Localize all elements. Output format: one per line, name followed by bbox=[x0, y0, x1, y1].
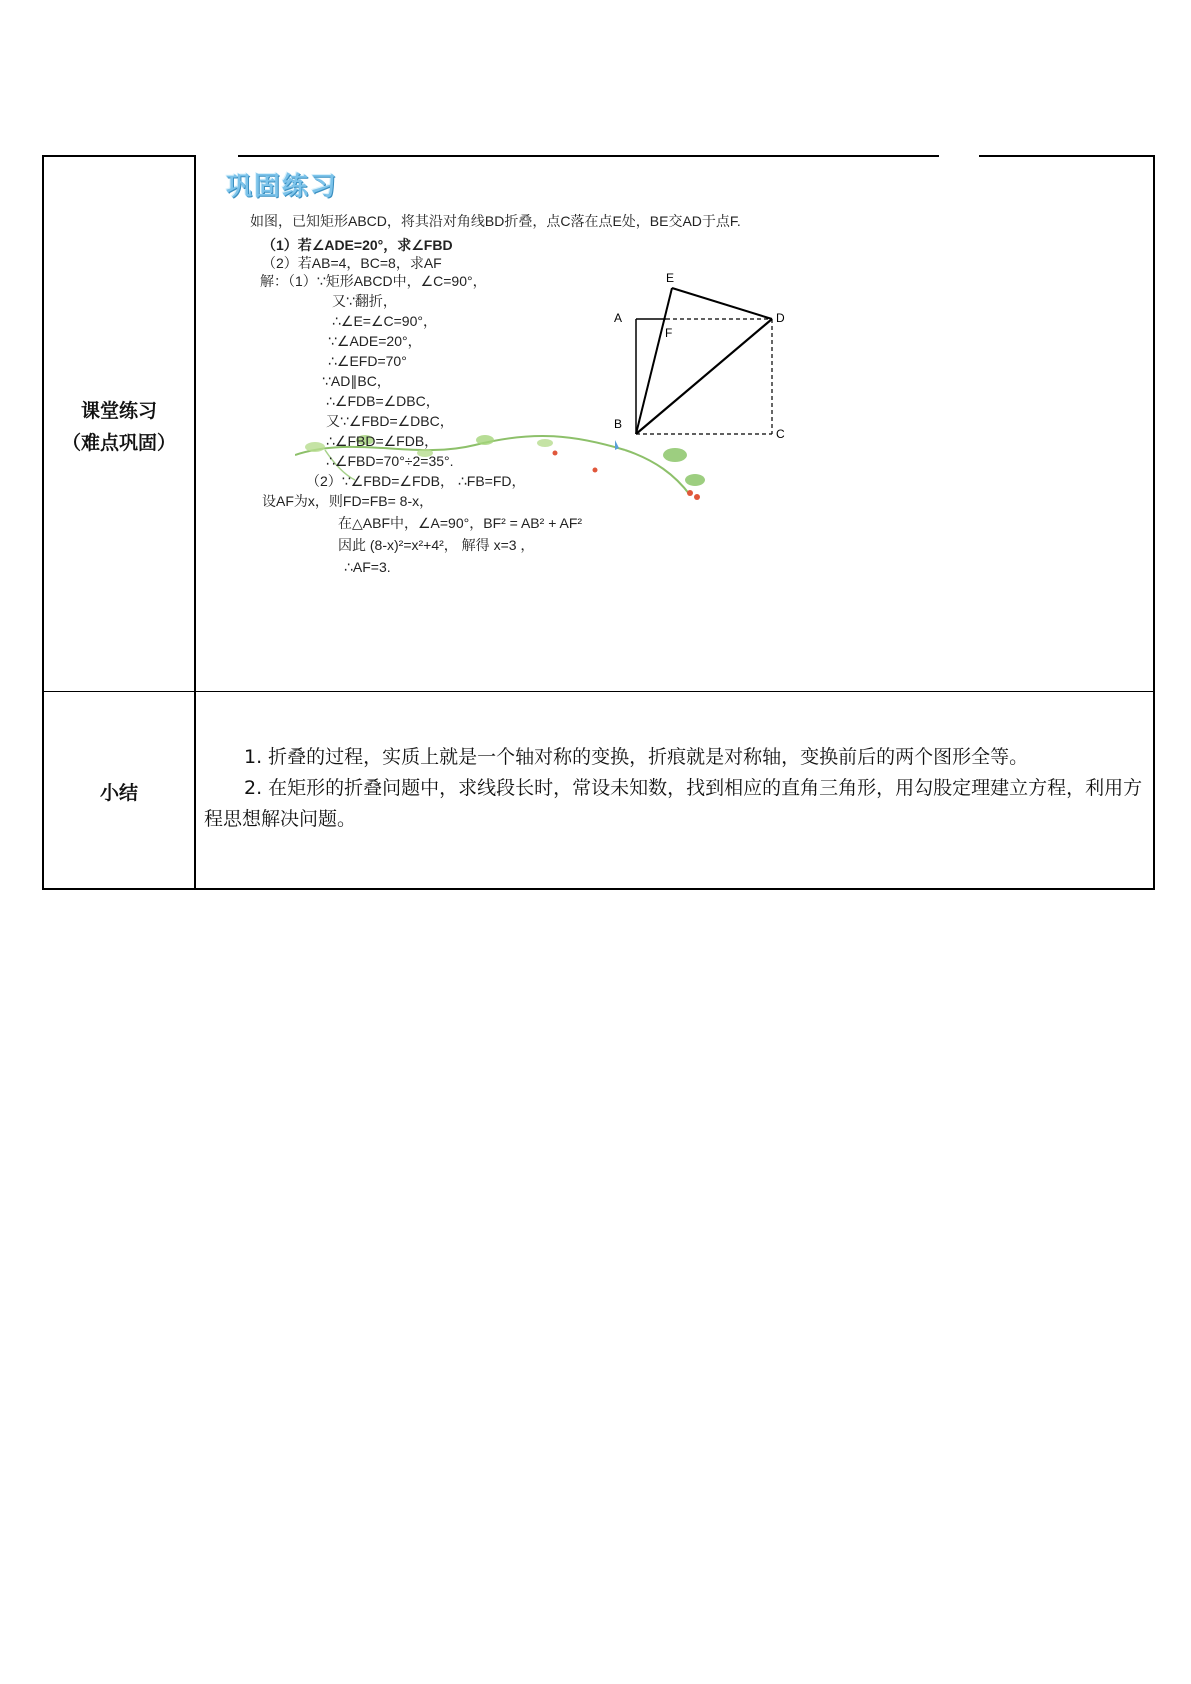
border-gap-right bbox=[939, 154, 979, 159]
solution-line: 又∵翻折， bbox=[332, 293, 397, 309]
fold-diagram bbox=[600, 260, 820, 440]
solution-line: 因此 (8-x)²=x²+4²， 解得 x=3 ， bbox=[338, 537, 535, 553]
row-label-exercise-line1: 课堂练习 bbox=[80, 400, 157, 422]
point-label-b: B bbox=[614, 417, 623, 431]
solution-line: ∵∠ADE=20°， bbox=[328, 333, 422, 349]
question-1: （1）若∠ADE=20°，求∠FBD bbox=[262, 237, 453, 253]
summary-point-1: 1. 折叠的过程，实质上就是一个轴对称的变换，折痕就是对称轴，变换前后的两个图形全等。 bbox=[244, 746, 1029, 768]
solution-line: ∴∠FBD=70°÷2=35°. bbox=[326, 453, 454, 469]
point-label-a: A bbox=[614, 311, 623, 325]
border-gap-left bbox=[196, 154, 238, 159]
question-2: （2）若AB=4，BC=8，求AF bbox=[262, 255, 442, 271]
solution-line: ∴AF=3. bbox=[344, 559, 391, 575]
point-label-f: F bbox=[665, 326, 673, 340]
solution-line: ∴∠FDB=∠DBC， bbox=[326, 393, 440, 409]
row-label-summary: 小结 bbox=[99, 782, 138, 804]
solution-line: ∴∠E=∠C=90°， bbox=[332, 313, 437, 329]
exercise-title: 巩固练习 bbox=[226, 172, 339, 202]
solution-line: 又∵∠FBD=∠DBC， bbox=[326, 413, 454, 429]
summary-text bbox=[204, 742, 1144, 835]
solution-line: 在△ABF中，∠A=90°，BF² = AB² + AF² bbox=[338, 515, 583, 531]
row-divider bbox=[44, 691, 1153, 692]
problem-text: 如图，已知矩形ABCD，将其沿对角线BD折叠，点C落在点E处，BE交AD于点F. bbox=[250, 213, 741, 229]
point-label-e: E bbox=[666, 271, 675, 285]
solution-line: 设AF为x，则FD=FB= 8-x， bbox=[262, 493, 434, 509]
row-label-exercise-line2: （难点巩固） bbox=[61, 432, 176, 454]
column-divider bbox=[194, 157, 196, 888]
solution-line: ∵AD∥BC， bbox=[322, 373, 391, 389]
point-label-c: C bbox=[776, 427, 785, 440]
solution-line: 解：（1）∵矩形ABCD中，∠C=90°， bbox=[260, 273, 487, 289]
exercise-image bbox=[210, 160, 830, 590]
solution-line: （2）∵∠FBD=∠FDB， ∴FB=FD， bbox=[306, 473, 526, 489]
point-label-d: D bbox=[776, 311, 785, 325]
row-label-exercise bbox=[44, 395, 194, 459]
solution-line: ∴∠EFD=70° bbox=[328, 353, 407, 369]
solution-line: ∴∠FBD=∠FDB， bbox=[326, 433, 439, 449]
summary-point-2: 2. 在矩形的折叠问题中，求线段长时，常设未知数，找到相应的直角三角形，用勾股定理建立方程，利用方程思想解决问题。 bbox=[204, 777, 1143, 830]
